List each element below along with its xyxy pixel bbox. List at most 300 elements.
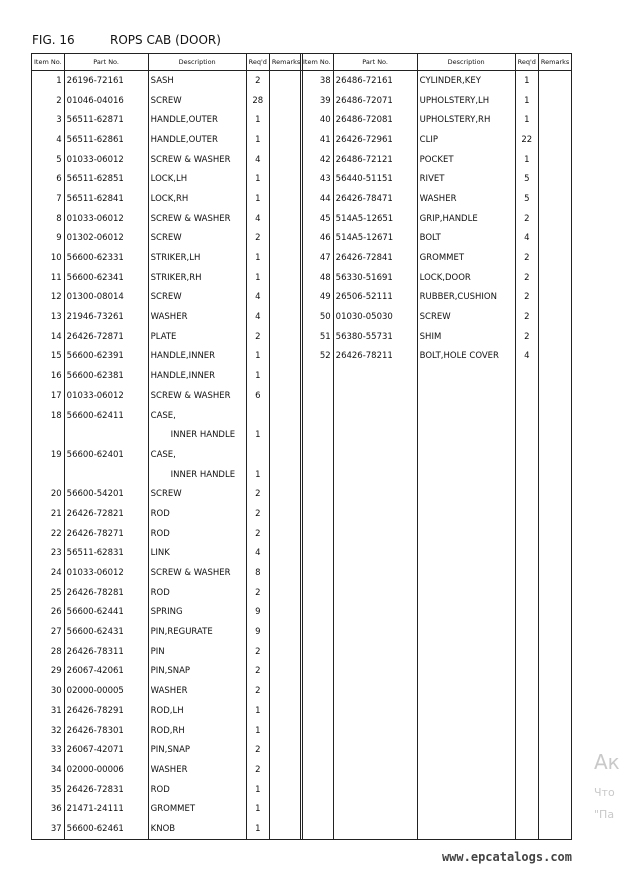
remarks (538, 327, 571, 347)
part-no: 26196-72161 (64, 71, 148, 91)
description: ROD (148, 780, 246, 800)
description (417, 780, 515, 800)
remarks (269, 366, 302, 386)
remarks (538, 248, 571, 268)
description (417, 760, 515, 780)
part-no-header: Part No. (64, 54, 148, 71)
part-no: 26067-42061 (64, 662, 148, 682)
remarks (538, 603, 571, 623)
item-no: 43 (301, 169, 334, 189)
item-no: 6 (32, 169, 65, 189)
remarks (538, 229, 571, 249)
description: WASHER (148, 307, 246, 327)
required-qty: 4 (515, 347, 538, 367)
item-no: 1 (32, 71, 65, 91)
part-no: 26486-72121 (333, 150, 417, 170)
item-no: 26 (32, 603, 65, 623)
part-no: 26426-72831 (64, 780, 148, 800)
table-header-row (301, 54, 572, 71)
remarks (269, 484, 302, 504)
required-qty: 2 (246, 524, 269, 544)
description (417, 701, 515, 721)
part-no (333, 544, 417, 564)
description: CASE, (148, 445, 246, 465)
table-row (32, 189, 303, 209)
part-no: 56511-62841 (64, 189, 148, 209)
remarks (269, 504, 302, 524)
description: ROD (148, 504, 246, 524)
part-no: 26426-78301 (64, 721, 148, 741)
required-qty (246, 406, 269, 426)
description: CLIP (417, 130, 515, 150)
part-no: 56511-62861 (64, 130, 148, 150)
part-no: 56600-54201 (64, 484, 148, 504)
part-no (64, 465, 148, 485)
footer-url: www.epcatalogs.com (441, 850, 572, 864)
remarks (269, 386, 302, 406)
description (417, 583, 515, 603)
item-no: 30 (32, 681, 65, 701)
description: PIN,REGURATE (148, 622, 246, 642)
part-no: 01300-08014 (64, 288, 148, 308)
table-row (32, 445, 303, 465)
item-no: 37 (32, 819, 65, 839)
required-qty: 1 (246, 701, 269, 721)
remarks (538, 91, 571, 111)
description: ROD (148, 524, 246, 544)
table-row (301, 327, 572, 347)
part-no: 56600-62411 (64, 406, 148, 426)
part-no: 26426-72871 (64, 327, 148, 347)
required-qty: 1 (246, 248, 269, 268)
part-no: 02000-00006 (64, 760, 148, 780)
table-row (32, 169, 303, 189)
required-qty: 4 (246, 288, 269, 308)
item-no: 20 (32, 484, 65, 504)
remarks (538, 721, 571, 741)
remarks (269, 288, 302, 308)
part-no: 02000-00005 (64, 681, 148, 701)
remarks (538, 484, 571, 504)
required-qty: 2 (246, 71, 269, 91)
remarks (538, 209, 571, 229)
item-no: 27 (32, 622, 65, 642)
table-row (301, 91, 572, 111)
required-qty (515, 563, 538, 583)
item-no: 31 (32, 701, 65, 721)
required-qty: 2 (246, 662, 269, 682)
part-no (64, 425, 148, 445)
table-row (301, 386, 572, 406)
part-no: 56600-62431 (64, 622, 148, 642)
required-qty (515, 780, 538, 800)
table-row (32, 288, 303, 308)
remarks (538, 701, 571, 721)
item-no: 45 (301, 209, 334, 229)
required-qty (246, 445, 269, 465)
description: CASE, (148, 406, 246, 426)
watermark-line-1: Ак (594, 750, 620, 774)
remarks (538, 445, 571, 465)
description: SCREW & WASHER (148, 150, 246, 170)
description: SCREW (148, 91, 246, 111)
part-no: 26426-78291 (64, 701, 148, 721)
part-no (333, 662, 417, 682)
remarks (538, 583, 571, 603)
description: ROD,RH (148, 721, 246, 741)
description: SCREW (417, 307, 515, 327)
item-no: 39 (301, 91, 334, 111)
required-qty (515, 740, 538, 760)
table-row (32, 386, 303, 406)
description-header: Description (417, 54, 515, 71)
remarks (538, 681, 571, 701)
description: INNER HANDLE (148, 425, 246, 445)
parts-table-right (300, 53, 572, 840)
description (417, 544, 515, 564)
remarks (269, 819, 302, 839)
item-no (301, 406, 334, 426)
required-qty (515, 622, 538, 642)
required-qty: 2 (246, 484, 269, 504)
required-qty (515, 603, 538, 623)
part-no: 26426-78281 (64, 583, 148, 603)
table-row (32, 268, 303, 288)
description: LINK (148, 544, 246, 564)
description: SCREW (148, 484, 246, 504)
table-row (301, 760, 572, 780)
part-no: 26426-78211 (333, 347, 417, 367)
item-no (301, 484, 334, 504)
description: SCREW & WASHER (148, 563, 246, 583)
required-qty: 2 (246, 504, 269, 524)
description: HANDLE,INNER (148, 347, 246, 367)
remarks (269, 110, 302, 130)
item-no (301, 445, 334, 465)
required-qty: 9 (246, 603, 269, 623)
item-no: 2 (32, 91, 65, 111)
description: WASHER (148, 760, 246, 780)
item-no (301, 504, 334, 524)
required-qty (515, 760, 538, 780)
part-no (333, 465, 417, 485)
description: BOLT (417, 229, 515, 249)
table-row (32, 642, 303, 662)
item-no: 46 (301, 229, 334, 249)
required-qty: 2 (246, 229, 269, 249)
part-no (333, 563, 417, 583)
description: HANDLE,OUTER (148, 110, 246, 130)
description: STRIKER,RH (148, 268, 246, 288)
remarks (269, 189, 302, 209)
item-no: 49 (301, 288, 334, 308)
remarks (269, 209, 302, 229)
table-row (32, 662, 303, 682)
table-row (301, 563, 572, 583)
table-row (32, 544, 303, 564)
description: PLATE (148, 327, 246, 347)
remarks (269, 71, 302, 91)
required-qty (515, 583, 538, 603)
description (417, 819, 515, 839)
table-row (301, 740, 572, 760)
required-qty (515, 484, 538, 504)
table-row (301, 504, 572, 524)
part-no: 56600-62331 (64, 248, 148, 268)
description: GRIP,HANDLE (417, 209, 515, 229)
part-no-header: Part No. (333, 54, 417, 71)
part-no: 56600-62461 (64, 819, 148, 839)
description (417, 721, 515, 741)
item-no (301, 681, 334, 701)
required-qty: 1 (246, 819, 269, 839)
item-no (301, 603, 334, 623)
required-qty: 2 (515, 327, 538, 347)
table-row (301, 721, 572, 741)
item-no: 50 (301, 307, 334, 327)
description (417, 386, 515, 406)
remarks (538, 760, 571, 780)
part-no (333, 760, 417, 780)
required-qty (515, 819, 538, 839)
required-qty: 1 (246, 268, 269, 288)
remarks (538, 524, 571, 544)
table-row (32, 465, 303, 485)
item-no: 48 (301, 268, 334, 288)
required-qty (515, 386, 538, 406)
table-row (301, 169, 572, 189)
table-row (301, 425, 572, 445)
reqd-header: Req'd (515, 54, 538, 71)
part-no: 56511-62871 (64, 110, 148, 130)
remarks (269, 425, 302, 445)
table-row (301, 445, 572, 465)
part-no: 01033-06012 (64, 386, 148, 406)
item-no: 42 (301, 150, 334, 170)
remarks (538, 799, 571, 819)
part-no: 26506-52111 (333, 288, 417, 308)
table-row (301, 642, 572, 662)
part-no (333, 603, 417, 623)
remarks (538, 366, 571, 386)
remarks (538, 504, 571, 524)
required-qty: 1 (246, 465, 269, 485)
part-no (333, 780, 417, 800)
item-no (301, 799, 334, 819)
table-row (301, 524, 572, 544)
item-no: 51 (301, 327, 334, 347)
description (417, 603, 515, 623)
item-no (301, 366, 334, 386)
part-no: 56600-62341 (64, 268, 148, 288)
item-no: 38 (301, 71, 334, 91)
required-qty (515, 662, 538, 682)
remarks (538, 740, 571, 760)
remarks (269, 406, 302, 426)
table-row (301, 366, 572, 386)
item-no: 23 (32, 544, 65, 564)
table-row (32, 740, 303, 760)
remarks (269, 760, 302, 780)
item-no: 36 (32, 799, 65, 819)
remarks (269, 91, 302, 111)
table-row (301, 406, 572, 426)
required-qty: 1 (515, 150, 538, 170)
item-no: 22 (32, 524, 65, 544)
description: POCKET (417, 150, 515, 170)
table-row (32, 229, 303, 249)
table-row (32, 681, 303, 701)
description: BOLT,HOLE COVER (417, 347, 515, 367)
item-no-header: Item No. (32, 54, 65, 71)
part-no: 01046-04016 (64, 91, 148, 111)
item-no (301, 642, 334, 662)
part-no: 56440-51151 (333, 169, 417, 189)
required-qty: 4 (246, 307, 269, 327)
table-row (301, 110, 572, 130)
part-no: 26426-78471 (333, 189, 417, 209)
table-row (32, 110, 303, 130)
table-row (32, 563, 303, 583)
part-no: 26426-72841 (333, 248, 417, 268)
part-no: 26426-78271 (64, 524, 148, 544)
part-no: 21946-73261 (64, 307, 148, 327)
part-no: 01302-06012 (64, 229, 148, 249)
part-no (333, 366, 417, 386)
required-qty: 5 (515, 189, 538, 209)
part-no: 01033-06012 (64, 150, 148, 170)
part-no (333, 740, 417, 760)
required-qty (515, 721, 538, 741)
item-no: 52 (301, 347, 334, 367)
required-qty: 1 (515, 71, 538, 91)
table-row (32, 406, 303, 426)
table-row (32, 504, 303, 524)
remarks (269, 740, 302, 760)
required-qty: 2 (246, 583, 269, 603)
required-qty: 1 (246, 110, 269, 130)
required-qty: 4 (246, 544, 269, 564)
part-no (333, 642, 417, 662)
table-row (32, 327, 303, 347)
table-row (301, 150, 572, 170)
description: HANDLE,OUTER (148, 130, 246, 150)
description: HANDLE,INNER (148, 366, 246, 386)
table-header-row (32, 54, 303, 71)
remarks (269, 799, 302, 819)
remarks (538, 563, 571, 583)
remarks (269, 681, 302, 701)
description (417, 425, 515, 445)
description (417, 740, 515, 760)
table-row (32, 819, 303, 839)
required-qty: 1 (246, 130, 269, 150)
remarks (269, 563, 302, 583)
table-row (301, 662, 572, 682)
item-no: 3 (32, 110, 65, 130)
required-qty: 2 (246, 681, 269, 701)
required-qty: 1 (246, 347, 269, 367)
part-no: 514A5-12651 (333, 209, 417, 229)
remarks (538, 347, 571, 367)
table-row (32, 347, 303, 367)
table-row (301, 189, 572, 209)
remarks (269, 307, 302, 327)
table-row (301, 622, 572, 642)
remarks (538, 622, 571, 642)
required-qty (515, 544, 538, 564)
item-no (301, 524, 334, 544)
required-qty: 4 (246, 150, 269, 170)
item-no: 12 (32, 288, 65, 308)
remarks (269, 347, 302, 367)
part-no (333, 799, 417, 819)
required-qty: 5 (515, 169, 538, 189)
parts-table-left (31, 53, 303, 840)
required-qty (515, 799, 538, 819)
part-no: 26426-72961 (333, 130, 417, 150)
part-no: 56511-62831 (64, 544, 148, 564)
table-row (301, 307, 572, 327)
description: LOCK,LH (148, 169, 246, 189)
description: WASHER (417, 189, 515, 209)
item-no: 47 (301, 248, 334, 268)
table-row (301, 583, 572, 603)
item-no: 17 (32, 386, 65, 406)
remarks (538, 71, 571, 91)
description: PIN,SNAP (148, 662, 246, 682)
required-qty: 8 (246, 563, 269, 583)
description: SASH (148, 71, 246, 91)
item-no: 44 (301, 189, 334, 209)
remarks (269, 150, 302, 170)
table-row (32, 248, 303, 268)
remarks (269, 603, 302, 623)
part-no: 56330-51691 (333, 268, 417, 288)
required-qty: 2 (515, 268, 538, 288)
description (417, 484, 515, 504)
table-row (301, 268, 572, 288)
remarks (538, 169, 571, 189)
table-row (32, 91, 303, 111)
remarks (538, 819, 571, 839)
description (417, 504, 515, 524)
description: SPRING (148, 603, 246, 623)
item-no: 24 (32, 563, 65, 583)
table-row (301, 780, 572, 800)
item-no: 9 (32, 229, 65, 249)
part-no: 01033-06012 (64, 209, 148, 229)
remarks (269, 169, 302, 189)
item-no-header: Item No. (301, 54, 334, 71)
required-qty (515, 406, 538, 426)
description (417, 799, 515, 819)
description (417, 622, 515, 642)
figure-number: FIG. 16 (32, 33, 75, 47)
remarks (269, 642, 302, 662)
remarks (538, 465, 571, 485)
description: INNER HANDLE (148, 465, 246, 485)
required-qty: 2 (515, 288, 538, 308)
table-row (301, 603, 572, 623)
table-row (32, 130, 303, 150)
part-no: 01030-05030 (333, 307, 417, 327)
required-qty: 1 (246, 189, 269, 209)
remarks (538, 150, 571, 170)
table-row (301, 681, 572, 701)
remarks (269, 327, 302, 347)
required-qty (515, 701, 538, 721)
